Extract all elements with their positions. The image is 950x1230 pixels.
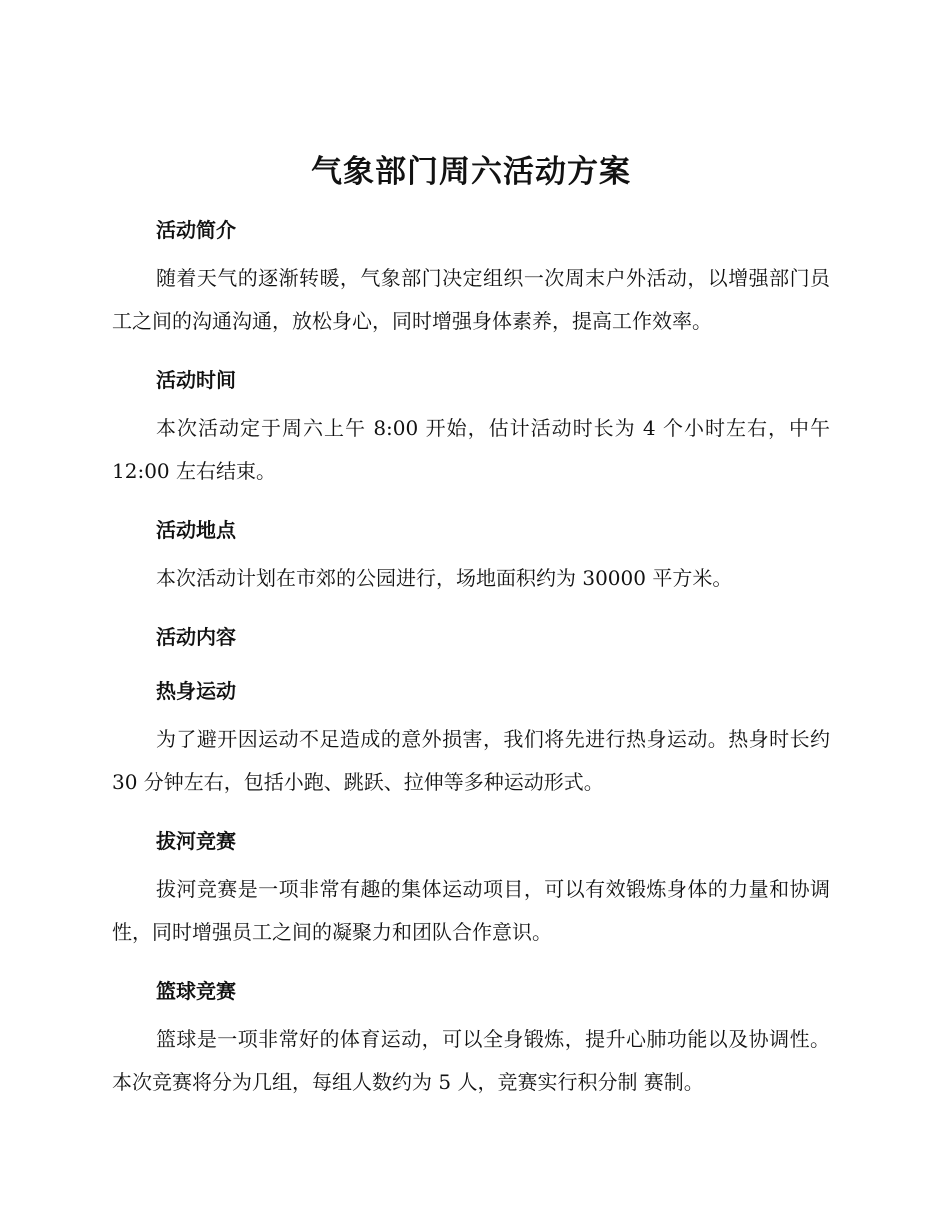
paragraph-line: 本次活动计划在市郊的公园进行，场地面积约为 30000 平方米。 [156,566,733,590]
section-paragraph-tug-of-war [112,868,830,954]
paragraph-line: 篮球是一项非常好的体育运动，可以全身锻炼，提升心肺功能以及协调 [156,1027,790,1051]
section-paragraph-location [112,557,830,600]
section-heading-warmup: 热身运动 [156,679,236,703]
section-heading-intro: 活动简介 [156,218,236,242]
section-heading-location: 活动地点 [156,518,236,542]
paragraph-line: 随着天气的逐渐转暖，气象部门决定组织一次周末户外活动，以增强部 [156,266,790,290]
paragraph-line: 拔河竞赛是一项非常有趣的集体运动项目，可以有效锻炼身体的力量和 [156,877,790,901]
section-paragraph-warmup [112,718,830,804]
paragraph-line: 长约 30 分钟左右，包括小跑、跳跃、拉伸等多种运动形式。 [112,727,830,794]
section-heading-tug-of-war: 拔河竞赛 [156,829,236,853]
paragraph-line: 12:00 左右结束。 [112,459,276,483]
paragraph-line: 本次活动定于周六上午 8:00 开始，估计活动时长为 4 个小时左右，中午 [156,416,830,440]
paragraph-line: 性。本次竞赛将分为几组，每组人数约为 5 人，竞赛实行积分制 赛制。 [112,1027,830,1094]
section-heading-content: 活动内容 [156,625,236,649]
section-heading-basketball: 篮球竞赛 [156,979,236,1003]
section-paragraph-basketball [112,1018,830,1104]
section-paragraph-intro [112,257,830,343]
section-paragraph-time [112,407,830,493]
document-body [112,150,830,1104]
paragraph-line: 为了避开因运动不足造成的意外损害，我们将先进行热身运动。热身时 [156,727,790,751]
section-heading-time: 活动时间 [156,368,236,392]
document-title: 气象部门周六活动方案 [311,154,631,190]
paragraph-line: 门员工之间的沟通沟通，放松身心，同时增强身体素养，提高工作效率。 [112,266,830,333]
paragraph-line: 协调性，同时增强员工之间的凝聚力和团队合作意识。 [112,877,830,944]
